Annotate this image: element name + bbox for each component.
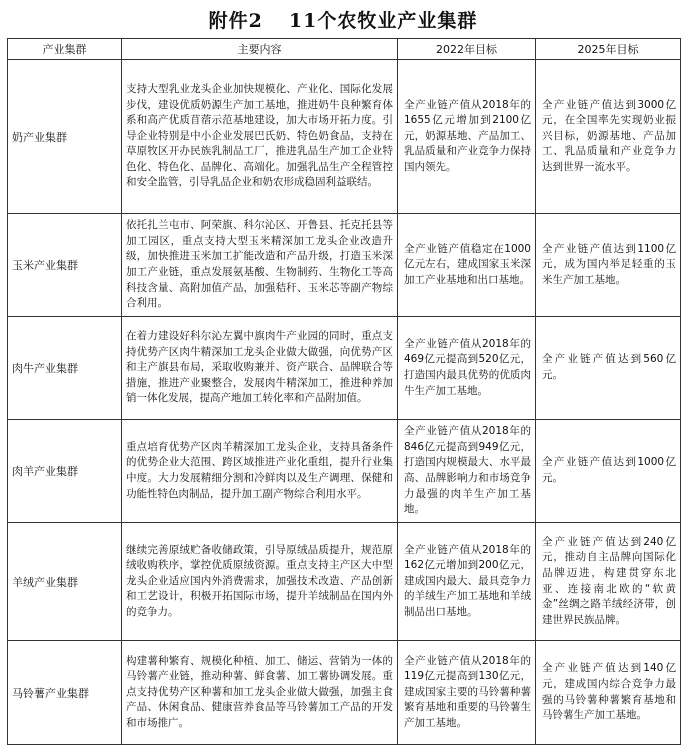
header-cluster: 产业集群: [8, 39, 122, 60]
page-title: [0, 6, 686, 33]
title-annex-label: 附件2: [208, 10, 263, 32]
title-main: 11个农牧业产业集群: [288, 10, 478, 32]
cluster-name: 羊绒产业集群: [8, 523, 122, 641]
cluster-goal-2022: 全产业链产值从2018年的119亿元提高到130亿元，建成国家主要的马铃薯种薯繁育基地和重要的马铃薯生产加工基地。: [398, 641, 536, 745]
cluster-name: 肉羊产业集群: [8, 420, 122, 523]
cluster-goal-2025: 全产业链产值达到560亿元。: [536, 317, 681, 420]
cluster-content: 在着力建设好科尔沁左翼中旗肉牛产业园的同时，重点支持优势产区肉牛精深加工龙头企业做大做强，向优势产区和主产旗县布局，采取收购兼并、资产联合、品牌联合等措施，推进产业聚整合，发展肉牛精深加工，推进种养加销一体化发展，提高产地加工转化率和产品附加值。: [122, 317, 398, 420]
cluster-goal-2025: 全产业链产值达到140亿元，建成国内综合竞争力最强的马铃薯种薯繁育基地和马铃薯生产加工基地。: [536, 641, 681, 745]
table-row: [8, 214, 681, 317]
cluster-goal-2022: 全产业链产值从2018年的469亿元提高到520亿元，打造国内最具优势的优质肉牛生产加工基地。: [398, 317, 536, 420]
table-row: [8, 420, 681, 523]
table-row: [8, 60, 681, 214]
table-row: [8, 523, 681, 641]
cluster-goal-2022: 全产业链产值稳定在1000亿元左右，建成国家玉米深加工产业基地和出口基地。: [398, 214, 536, 317]
header-goal-2025: 2025年目标: [536, 39, 681, 60]
cluster-content: 构建薯种繁育、规模化种植、加工、储运、营销为一体的马铃薯产业链，推动种薯、鲜食薯、加工薯协调发展。重点支持优势产区种薯和加工龙头企业做大做强，加强主食产品、休闲食品、健康营养食品等马铃薯加工产品的开发和市场推广。: [122, 641, 398, 745]
cluster-content: 重点培育优势产区肉羊精深加工龙头企业，支持具备条件的优势企业大范围、跨区域推进产业化重组，提升行业集中度。大力发展精细分割和冷鲜肉以及生产调理、保健和功能性特色肉制品，提升加工副产物综合利用水平。: [122, 420, 398, 523]
cluster-goal-2022: 全产业链产值从2018年的846亿元提高到949亿元，打造国内规模最大、水平最高、品牌影响力和市场竞争力最强的肉羊生产加工基地。: [398, 420, 536, 523]
cluster-name: 玉米产业集群: [8, 214, 122, 317]
cluster-goal-2025: 全产业链产值达到1000亿元。: [536, 420, 681, 523]
header-goal-2022: 2022年目标: [398, 39, 536, 60]
cluster-goal-2025: 全产业链产值达到240亿元，推动自主品牌向国际化品牌迈进，构建贯穿东北亚、连接南北欧的“软黄金”丝绸之路羊绒经济带，创建世界民族品牌。: [536, 523, 681, 641]
header-content: 主要内容: [122, 39, 398, 60]
table-header-row: [8, 39, 681, 60]
industry-cluster-table: [7, 38, 681, 745]
cluster-name: 肉牛产业集群: [8, 317, 122, 420]
cluster-goal-2022: 全产业链产值从2018年的1655亿元增加到2100亿元，奶源基地、产品加工、乳品质量和产业竞争力保持国内领先。: [398, 60, 536, 214]
cluster-goal-2022: 全产业链产值从2018年的162亿元增加到200亿元，建成国内最大、最具竞争力的羊绒生产加工基地和羊绒制品出口基地。: [398, 523, 536, 641]
cluster-content: 支持大型乳业龙头企业加快规模化、产业化、国际化发展步伐，建设优质奶源生产加工基地，推进奶牛良种繁育体系和高产优质苜蓿示范基地建设，加大市场开拓力度。引导企业特别是中小企业发展巴氏奶、特色奶食品，支持在草原牧区开办民族乳制品工厂，推进乳品生产加工企业特色化、特色化、品牌化、高端化。加强乳品生产全程管控和安全监管，引导乳品企业和奶农形成稳固利益联结。: [122, 60, 398, 214]
cluster-content: 依托扎兰屯市、阿荣旗、科尔沁区、开鲁县、托克托县等加工园区，重点支持大型玉米精深加工龙头企业改造升级，加快推进玉米加工扩能改造和产品升级，打造玉米深加工产业链，重点发展氨基酸、生物制药、生物化工等高科技含量、高附加值产品，加强秸秆、玉米芯等副产物综合利用。: [122, 214, 398, 317]
cluster-name: 马铃薯产业集群: [8, 641, 122, 745]
cluster-goal-2025: 全产业链产值达到1100亿元，成为国内举足轻重的玉米生产加工基地。: [536, 214, 681, 317]
cluster-goal-2025: 全产业链产值达到3000亿元，在全国率先实现奶业振兴目标，奶源基地、产品加工、乳品质量和产业竞争力达到世界一流水平。: [536, 60, 681, 214]
cluster-name: 奶产业集群: [8, 60, 122, 214]
table-row: [8, 641, 681, 745]
cluster-content: 继续完善原绒贮备收储政策，引导原绒品质提升，规范原绒收购秩序，掌控优质原绒资源。重点支持主产区大中型龙头企业适应国内外消费需求，加强技术改造、产品创新和工艺设计，积极开拓国际市场，提升羊绒制品在国内外的竞争力。: [122, 523, 398, 641]
table-row: [8, 317, 681, 420]
